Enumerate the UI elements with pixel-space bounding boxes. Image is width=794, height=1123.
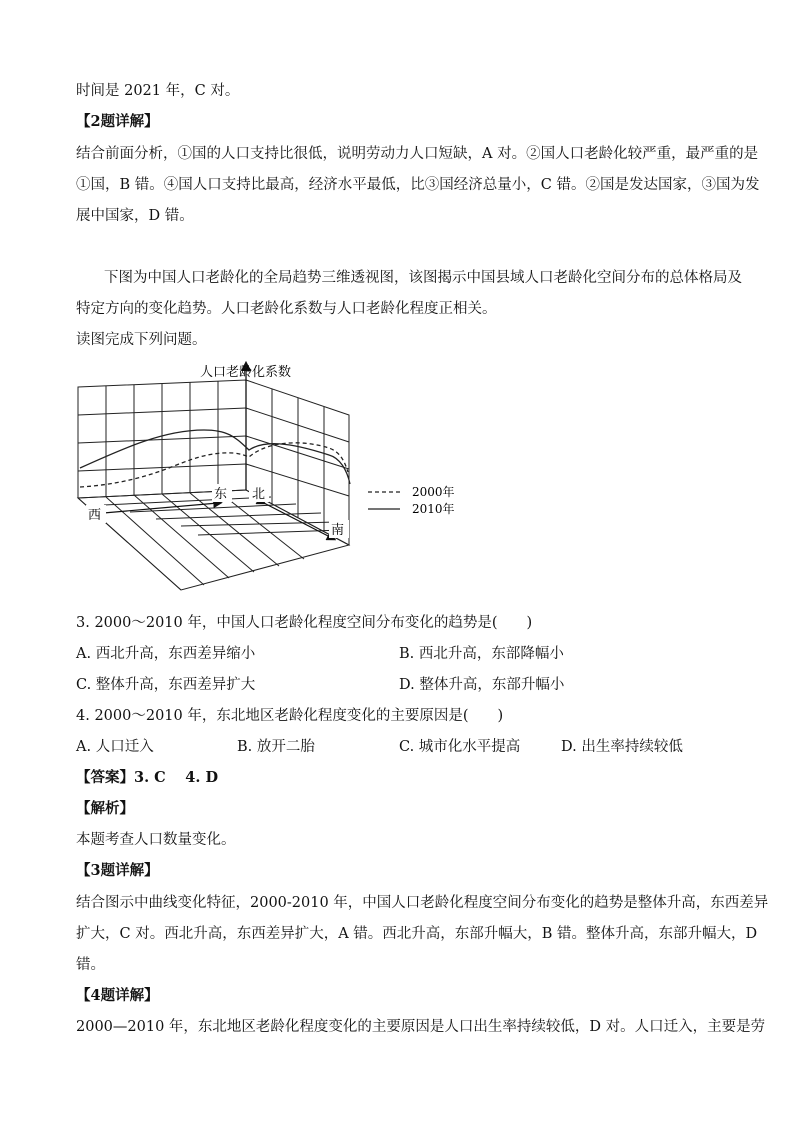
intro-line: 下图为中国人口老龄化的全局趋势三维透视图，该图揭示中国县域人口老龄化空间分布的总体格局及 [104, 270, 742, 286]
text-line: 错。 [76, 957, 105, 973]
grid-floor [78, 490, 349, 590]
y-axis-label: 人口老龄化系数 [200, 365, 292, 380]
text-line: 本题考查人口数量变化。 [76, 832, 236, 848]
dir-north-label: 北 [252, 487, 266, 502]
text-line: 展中国家，D 错。 [76, 208, 194, 224]
q4-option-d: D. 出生率持续较低 [561, 739, 683, 755]
text-line: 2000—2010 年，东北地区老龄化程度变化的主要原因是人口出生率持续较低，D 对。人口迁入，主要是劳 [76, 1019, 766, 1035]
legend-2010-label: 2010年 [412, 502, 455, 516]
q4-option-b: B. 放开二胎 [237, 739, 315, 755]
text-line: 时间是 2021 年，C 对。 [76, 83, 240, 99]
intro-line: 读图完成下列问题。 [76, 332, 207, 348]
q3-option-a: A. 西北升高，东西差异缩小 [76, 646, 256, 662]
answer-line: 【答案】3. C 4. D [76, 769, 219, 786]
question-3: 3. 2000～2010 年，中国人口老龄化程度空间分布变化的趋势是( ) [76, 615, 533, 631]
aging-trend-3d-figure [74, 360, 464, 600]
text-line: 结合前面分析，①国的人口支持比很低，说明劳动力人口短缺，A 对。②国人口老龄化较严重，最严重的是 [76, 146, 759, 162]
section-heading: 【4题详解】 [76, 987, 159, 1004]
intro-line: 特定方向的变化趋势。人口老龄化系数与人口老龄化程度正相关。 [76, 301, 497, 317]
grid-left-wall [78, 380, 246, 498]
section-heading: 【3题详解】 [76, 862, 159, 879]
dir-west-label: 西 [88, 508, 102, 523]
q4-option-c: C. 城市化水平提高 [399, 739, 521, 755]
q3-option-c: C. 整体升高，东西差异扩大 [76, 677, 256, 693]
text-line: 扩大，C 对。西北升高，东西差异扩大，A 错。西北升高，东部升幅大，B 错。整体升高，东部升幅大，D [76, 926, 758, 942]
text-line: ①国，B 错。④国人口支持比最高，经济水平最低，比③国经济总量小，C 错。②国是发达国家，③国为发 [76, 177, 760, 193]
section-heading: 【2题详解】 [76, 113, 159, 130]
q3-option-d: D. 整体升高，东部升幅小 [399, 677, 565, 693]
dir-east-label: 东 [214, 487, 228, 502]
line-2010 [80, 430, 350, 484]
question-4: 4. 2000～2010 年，东北地区老龄化程度变化的主要原因是( ) [76, 708, 504, 724]
section-heading: 【解析】 [76, 800, 134, 817]
text-line: 结合图示中曲线变化特征，2000-2010 年，中国人口老龄化程度空间分布变化的趋势是整体升高，东西差异 [76, 895, 769, 911]
dir-south-label: 南 [331, 523, 345, 538]
q4-option-a: A. 人口迁入 [76, 739, 154, 755]
q3-option-b: B. 西北升高，东部降幅小 [399, 646, 564, 662]
legend-2000-label: 2000年 [412, 485, 455, 499]
